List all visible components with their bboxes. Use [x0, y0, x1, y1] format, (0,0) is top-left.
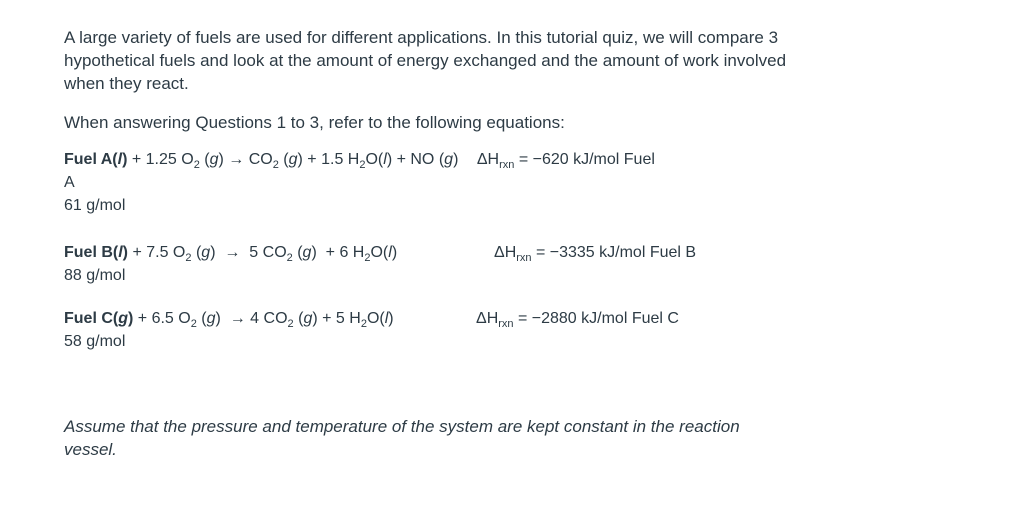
fuel-b-name: Fuel B(l)	[64, 244, 128, 261]
fuel-c-enthalpy: $\Delta H_{rxn} = -2880$ kJ/mol Fuel C	[476, 310, 679, 331]
fuel-c-name: Fuel C(g)	[64, 310, 134, 327]
instructions-line: When answering Questions 1 to 3, refer to the following equations:	[64, 113, 565, 132]
fuel-c-equation	[64, 307, 1022, 330]
fuel-c-block	[64, 307, 1022, 353]
fuel-a-reaction: + 1.25 $O_2$ $(g) \to CO_2$ (g) + 1.5 $H_2O(l)$ + NO (g)	[131, 151, 459, 172]
fuel-a-name: Fuel A(l)	[64, 151, 128, 168]
intro-paragraph: A large variety of fuels are used for different applications. In this tutorial quiz, we will compare 3 hypothetical fuels and look at the amount of energy exchanged and the amount of work involved when they react.	[64, 28, 787, 93]
fuel-a-equation	[64, 148, 1022, 171]
fuel-c-reaction: + 6.5 $O_2$ (g) → 4 $CO_2$ (g) + 5 $H_2O(l)$	[137, 310, 394, 331]
fuel-b-block	[64, 241, 1022, 287]
fuel-c-molar-mass: 58 g/mol	[64, 333, 126, 350]
fuel-a-molar-mass: 61 g/mol	[64, 197, 126, 214]
fuel-a-enthalpy: $\Delta H_{rxn} = -620$ kJ/mol Fuel	[476, 151, 655, 172]
assumption-note: Assume that the pressure and temperature of the system are kept constant in the reaction vessel.	[64, 417, 740, 459]
fuel-b-equation	[64, 241, 1022, 264]
fuel-a-block	[64, 148, 1022, 217]
fuel-b-molar-mass: 88 g/mol	[64, 267, 126, 284]
fuel-a-enthalpy-wrap: A	[64, 174, 75, 191]
fuel-b-reaction: + 7.5 $O_2$ (g) → 5 $CO_2$ (g) + 6 $H_2O(l)$	[132, 244, 398, 265]
fuel-b-enthalpy: $\Delta H_{rxn} = -3335$ kJ/mol Fuel B	[494, 244, 697, 265]
